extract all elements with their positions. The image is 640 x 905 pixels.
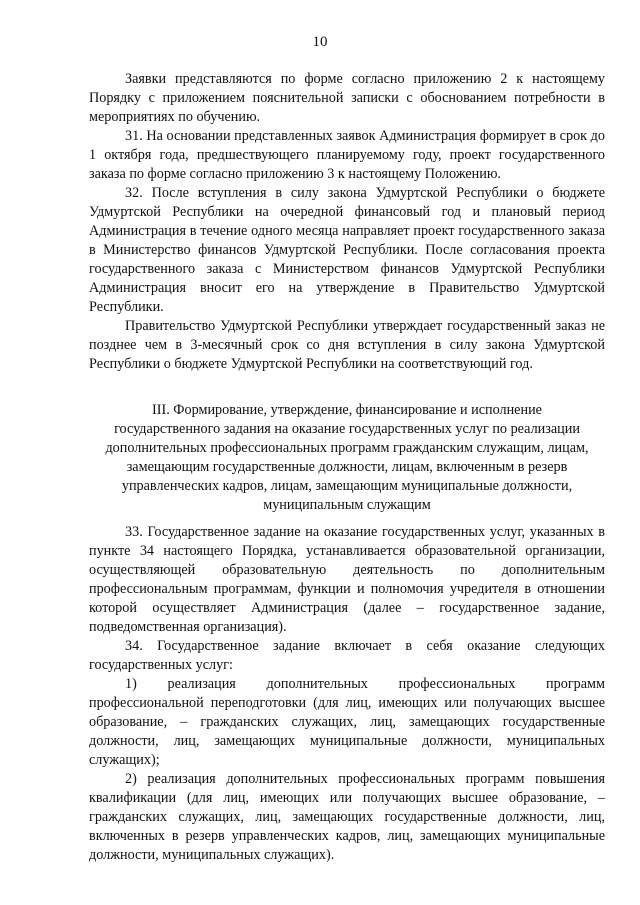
paragraph-32: 32. После вступления в силу закона Удмуртской Республики о бюджете Удмуртской Республики на очередной финансовый год и плановый период Администрация в течение одного месяца направляет проект государственного заказа в Министерство финансов Удмуртской Республики. После согласования проекта государственного заказа с Министерством финансов Удмуртской Республики Администрация вносит его на утверждение в Правительство Удмуртской Республики.	[89, 185, 605, 315]
paragraph-34: 34. Государственное задание включает в себя оказание следующих государственных услуг:	[89, 638, 605, 673]
paragraph-34-item-1: 1) реализация дополнительных профессиональных программ профессиональной переподготовки (для лиц, имеющих или получающих высшее образование, – гражданских служащих, лиц, замещающих государственные должности, лиц, замещающих муниципальные должности, муниципальных служащих);	[89, 676, 605, 768]
paragraph-applications: Заявки представляются по форме согласно приложению 2 к настоящему Порядку с приложением пояснительной записки с обоснованием потребности в мероприятиях по обучению.	[89, 71, 605, 125]
paragraph-33: 33. Государственное задание на оказание государственных услуг, указанных в пункте 34 настоящего Порядка, устанавливается образовательной организации, осуществляющей образовательную деятельность по дополнительным профессиональным программам, функции и полномочия учредителя в отношении которой осуществляет Администрация (далее – государственное задание, подведомственная организация).	[89, 524, 605, 635]
section-heading-line: муниципальным служащим	[263, 497, 431, 513]
body-text-bottom	[89, 523, 605, 865]
section-heading-line: управленческих кадров, лицам, замещающим муниципальные должности,	[121, 478, 573, 494]
section-heading	[89, 401, 605, 515]
paragraph-government-approval: Правительство Удмуртской Республики утверждает государственный заказ не позднее чем в 3-месячный срок со дня вступления в силу закона Удмуртской Республики о бюджете Удмуртской Республики на соответствующий год.	[89, 318, 605, 372]
section-heading-line: государственного задания на оказание государственных услуг по реализации	[114, 421, 580, 437]
paragraph-31: 31. На основании представленных заявок Администрация формирует в срок до 1 октября года, предшествующего планируемому году, проект государственного заказа по форме согласно приложению 3 к настоящему Положению.	[89, 128, 605, 182]
section-heading-line: замещающим государственные должности, лицам, включенным в резерв	[126, 459, 568, 475]
page-number: 10	[312, 34, 328, 50]
body-text-top	[89, 70, 605, 374]
section-heading-line: дополнительных профессиональных программ гражданским служащим, лицам,	[105, 440, 589, 456]
paragraph-34-item-2: 2) реализация дополнительных профессиональных программ повышения квалификации (для лиц, имеющих или получающих высшее образование, – гражданских служащих, лиц, замещающих государственные должности, лиц, включенных в резерв управленческих кадров, лиц, замещающих муниципальные должности, муниципальных служащих).	[89, 771, 605, 863]
section-heading-line: III. Формирование, утверждение, финансирование и исполнение	[152, 402, 542, 418]
